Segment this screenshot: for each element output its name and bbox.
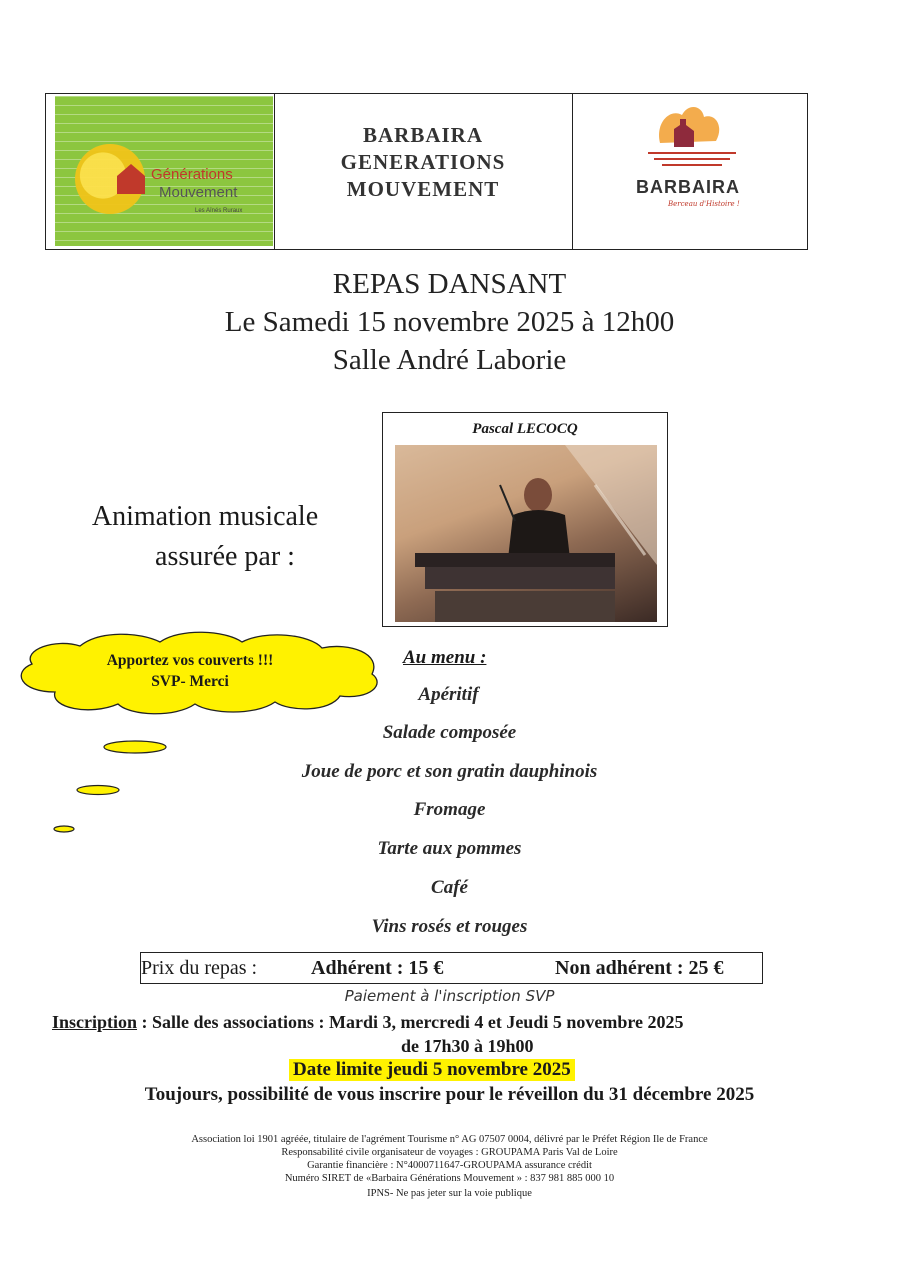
footer-line: Numéro SIRET de «Barbaira Générations Mouvement » : 837 981 885 000 10 bbox=[284, 1173, 615, 1184]
house-icon bbox=[113, 158, 153, 198]
musician-at-keyboard-image bbox=[395, 445, 657, 622]
animation-text bbox=[60, 497, 350, 577]
menu-item: Vins rosés et rouges bbox=[371, 916, 528, 937]
cell-divider bbox=[572, 94, 573, 249]
artist-photo bbox=[395, 445, 657, 622]
header-title-line1: BARBAIRA bbox=[362, 123, 483, 147]
footer-line: IPNS- Ne pas jeter sur la voie publique bbox=[367, 1188, 532, 1199]
payment-note: Paiement à l'inscription SVP bbox=[344, 987, 555, 1005]
menu-item: Tarte aux pommes bbox=[377, 838, 522, 859]
deadline-highlight: Date limite jeudi 5 novembre 2025 bbox=[289, 1059, 575, 1081]
menu-item: Apéritif bbox=[418, 684, 479, 705]
menu-item: Café bbox=[431, 877, 468, 898]
logo-subtext: Les Aînés Ruraux bbox=[195, 208, 243, 214]
price-member: Adhérent : 15 € bbox=[311, 957, 444, 979]
barbaira-logo-tagline: Berceau d'Histoire ! bbox=[668, 200, 740, 208]
left-logo-cell bbox=[46, 94, 275, 249]
header-title-line3: MOUVEMENT bbox=[346, 177, 500, 201]
menu-item: Joue de porc et son gratin dauphinois bbox=[301, 761, 598, 782]
event-place: Salle André Laborie bbox=[332, 344, 567, 376]
generations-mouvement-logo bbox=[55, 96, 273, 246]
inscription-text: : Salle des associations : Mardi 3, mercredi 4 et Jeudi 5 novembre 2025 bbox=[137, 1012, 684, 1032]
barbaira-logo-name: BARBAIRA bbox=[636, 177, 740, 197]
reveillon-note: Toujours, possibilité de vous inscrire pour le réveillon du 31 décembre 2025 bbox=[144, 1084, 755, 1105]
inscription-hours: de 17h30 à 19h00 bbox=[401, 1036, 534, 1056]
footer-line: Association loi 1901 agréée, titulaire de l'agrément Tourisme n° AG 07507 0004, délivré par le Préfet Région Ile de France bbox=[191, 1134, 708, 1145]
menu-item: Fromage bbox=[413, 799, 486, 820]
animation-line1: Animation musicale bbox=[91, 501, 319, 532]
inscription-line bbox=[52, 1012, 683, 1033]
price-non-member: Non adhérent : 25 € bbox=[555, 957, 724, 979]
header-title-line2: GENERATIONS bbox=[340, 150, 506, 174]
event-title: REPAS DANSANT bbox=[332, 268, 567, 300]
price-box bbox=[140, 952, 763, 984]
inscription-label: Inscription bbox=[52, 1012, 138, 1032]
menu-heading: Au menu : bbox=[403, 647, 487, 668]
artist-name: Pascal LECOCQ bbox=[472, 421, 578, 437]
event-date: Le Samedi 15 novembre 2025 à 12h00 bbox=[224, 306, 675, 338]
menu-item: Salade composée bbox=[382, 722, 517, 743]
barbaira-village-logo-icon bbox=[640, 103, 740, 178]
footer-line: Responsabilité civile organisateur de voyages : GROUPAMA Paris Val de Loire bbox=[281, 1147, 618, 1158]
price-label: Prix du repas : bbox=[141, 957, 258, 979]
animation-line2: assurée par : bbox=[155, 541, 295, 572]
artist-photo-box bbox=[382, 412, 668, 627]
footer-line: Garantie financière : N°4000711647-GROUPAMA assurance crédit bbox=[307, 1160, 592, 1171]
logo-text-line1: Générations bbox=[151, 166, 233, 183]
bubble-line2: SVP- Merci bbox=[151, 673, 229, 690]
header-title bbox=[274, 122, 572, 203]
logo-text-line2: Mouvement bbox=[159, 184, 238, 201]
bubble-line1: Apportez vos couverts !!! bbox=[106, 652, 274, 669]
